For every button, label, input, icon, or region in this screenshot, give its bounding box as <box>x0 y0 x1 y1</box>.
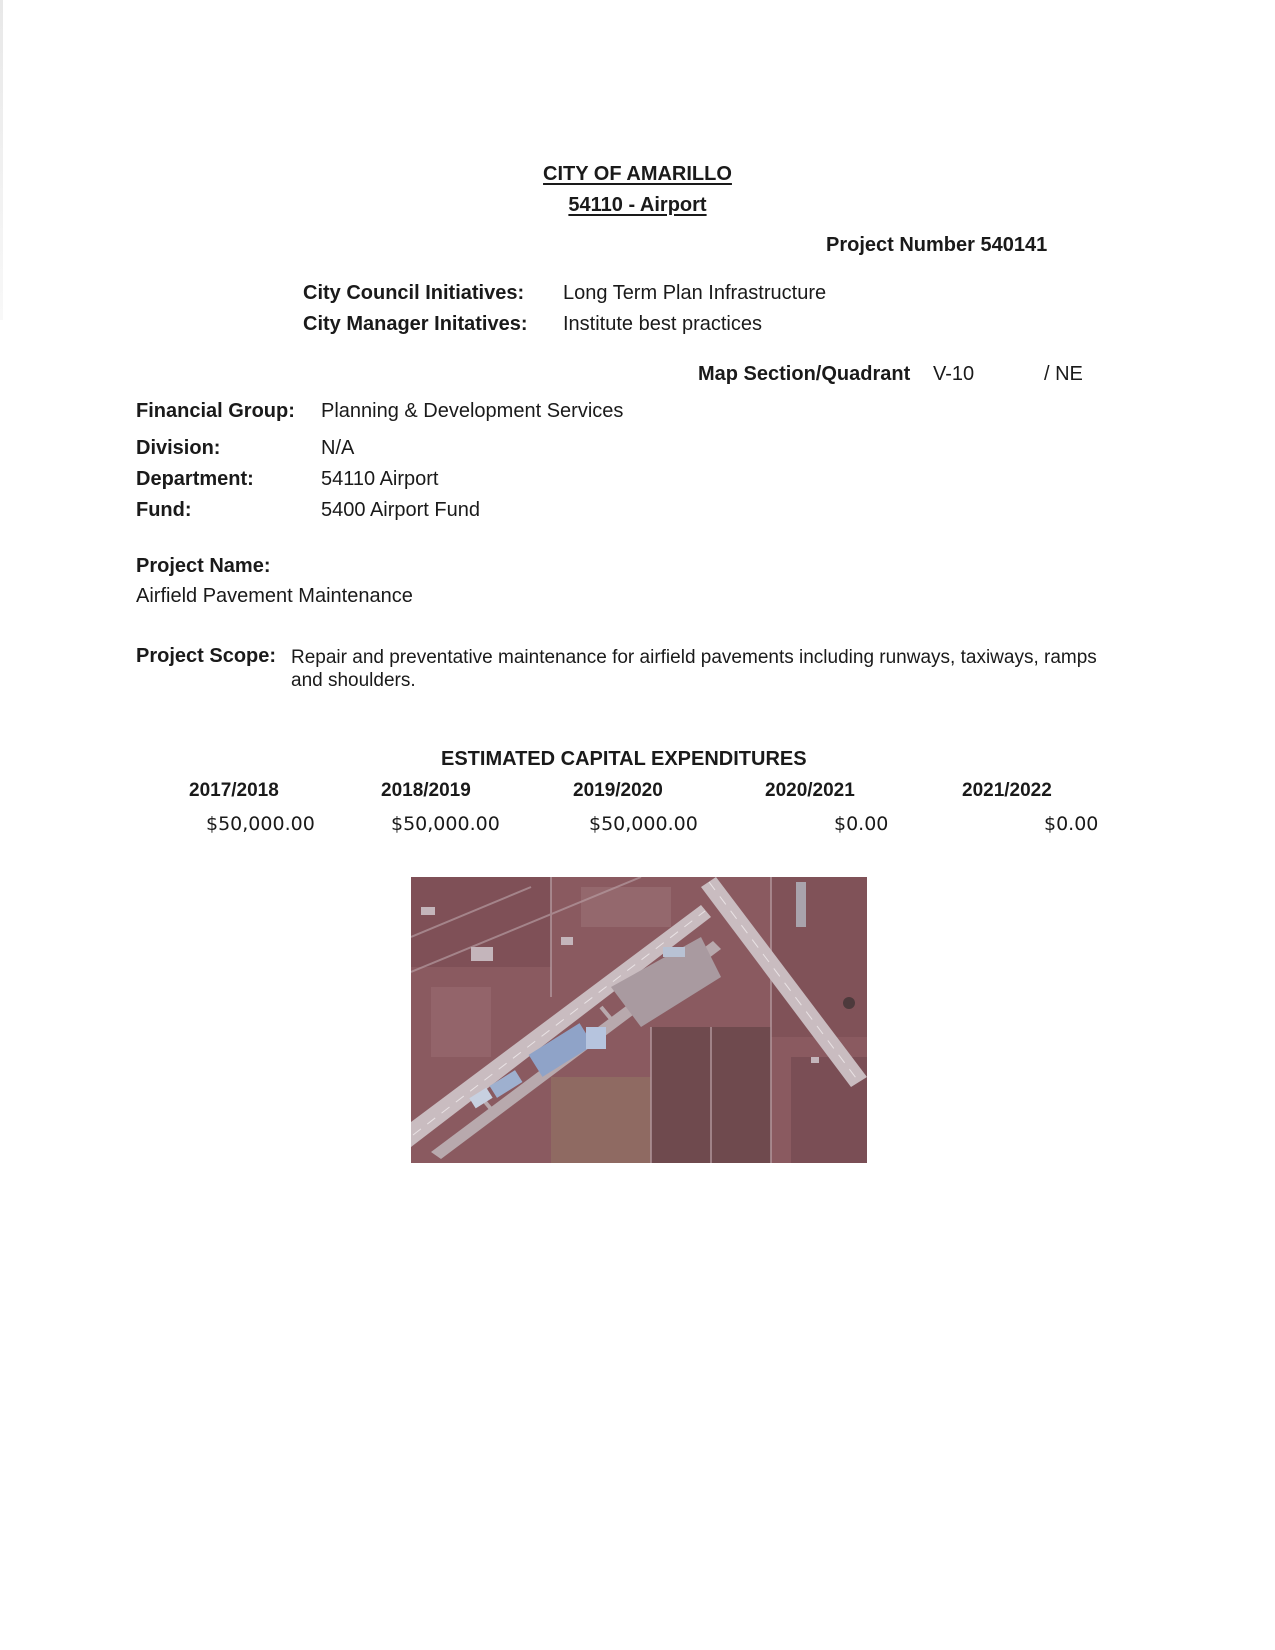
financial-group-value: Planning & Development Services <box>321 400 624 422</box>
division-label: Division: <box>136 437 221 459</box>
year-2019-2020: 2019/2020 <box>573 780 663 801</box>
manager-initiatives-label: City Manager Initatives: <box>303 313 528 335</box>
project-name-value: Airfield Pavement Maintenance <box>136 585 413 607</box>
project-number-label: Project Number <box>826 234 975 256</box>
financial-group-label: Financial Group: <box>136 400 295 422</box>
expenditures-title: ESTIMATED CAPITAL EXPENDITURES <box>441 748 807 770</box>
project-scope-label: Project Scope: <box>136 645 277 667</box>
amount-2018-2019: $50,000.00 <box>391 813 500 835</box>
city-title: CITY OF AMARILLO <box>543 163 732 185</box>
airfield-aerial-svg <box>411 877 867 1163</box>
year-2018-2019: 2018/2019 <box>381 780 471 801</box>
council-initiatives-value: Long Term Plan Infrastructure <box>563 282 827 304</box>
project-name-label: Project Name: <box>136 555 271 577</box>
project-number-value: 540141 <box>980 234 1048 256</box>
department-title: 54110 - Airport <box>568 194 707 216</box>
map-section-label: Map Section/Quadrant <box>698 363 911 385</box>
department-value: 54110 Airport <box>321 468 439 490</box>
manager-initiatives-value: Institute best practices <box>563 313 762 335</box>
project-number <box>826 234 1047 257</box>
fund-value: 5400 Airport Fund <box>321 499 480 521</box>
amount-2020-2021: $0.00 <box>834 813 889 835</box>
year-2020-2021: 2020/2021 <box>765 780 855 801</box>
department-label: Department: <box>136 468 254 490</box>
project-scope-value: Repair and preventative maintenance for airfield pavements including runways, taxiways, ramps and shoulders. <box>291 647 1097 691</box>
division-value: N/A <box>321 437 355 459</box>
amount-2019-2020: $50,000.00 <box>589 813 698 835</box>
airfield-aerial-image <box>411 877 867 1163</box>
map-section-value: V-10 <box>933 363 975 385</box>
scan-edge <box>0 0 3 320</box>
map-quadrant-value: / NE <box>1044 363 1083 385</box>
amount-2021-2022: $0.00 <box>1044 813 1099 835</box>
year-2021-2022: 2021/2022 <box>962 780 1052 801</box>
year-2017-2018: 2017/2018 <box>189 780 279 801</box>
council-initiatives-label: City Council Initiatives: <box>303 282 525 304</box>
fund-label: Fund: <box>136 499 192 521</box>
amount-2017-2018: $50,000.00 <box>206 813 315 835</box>
